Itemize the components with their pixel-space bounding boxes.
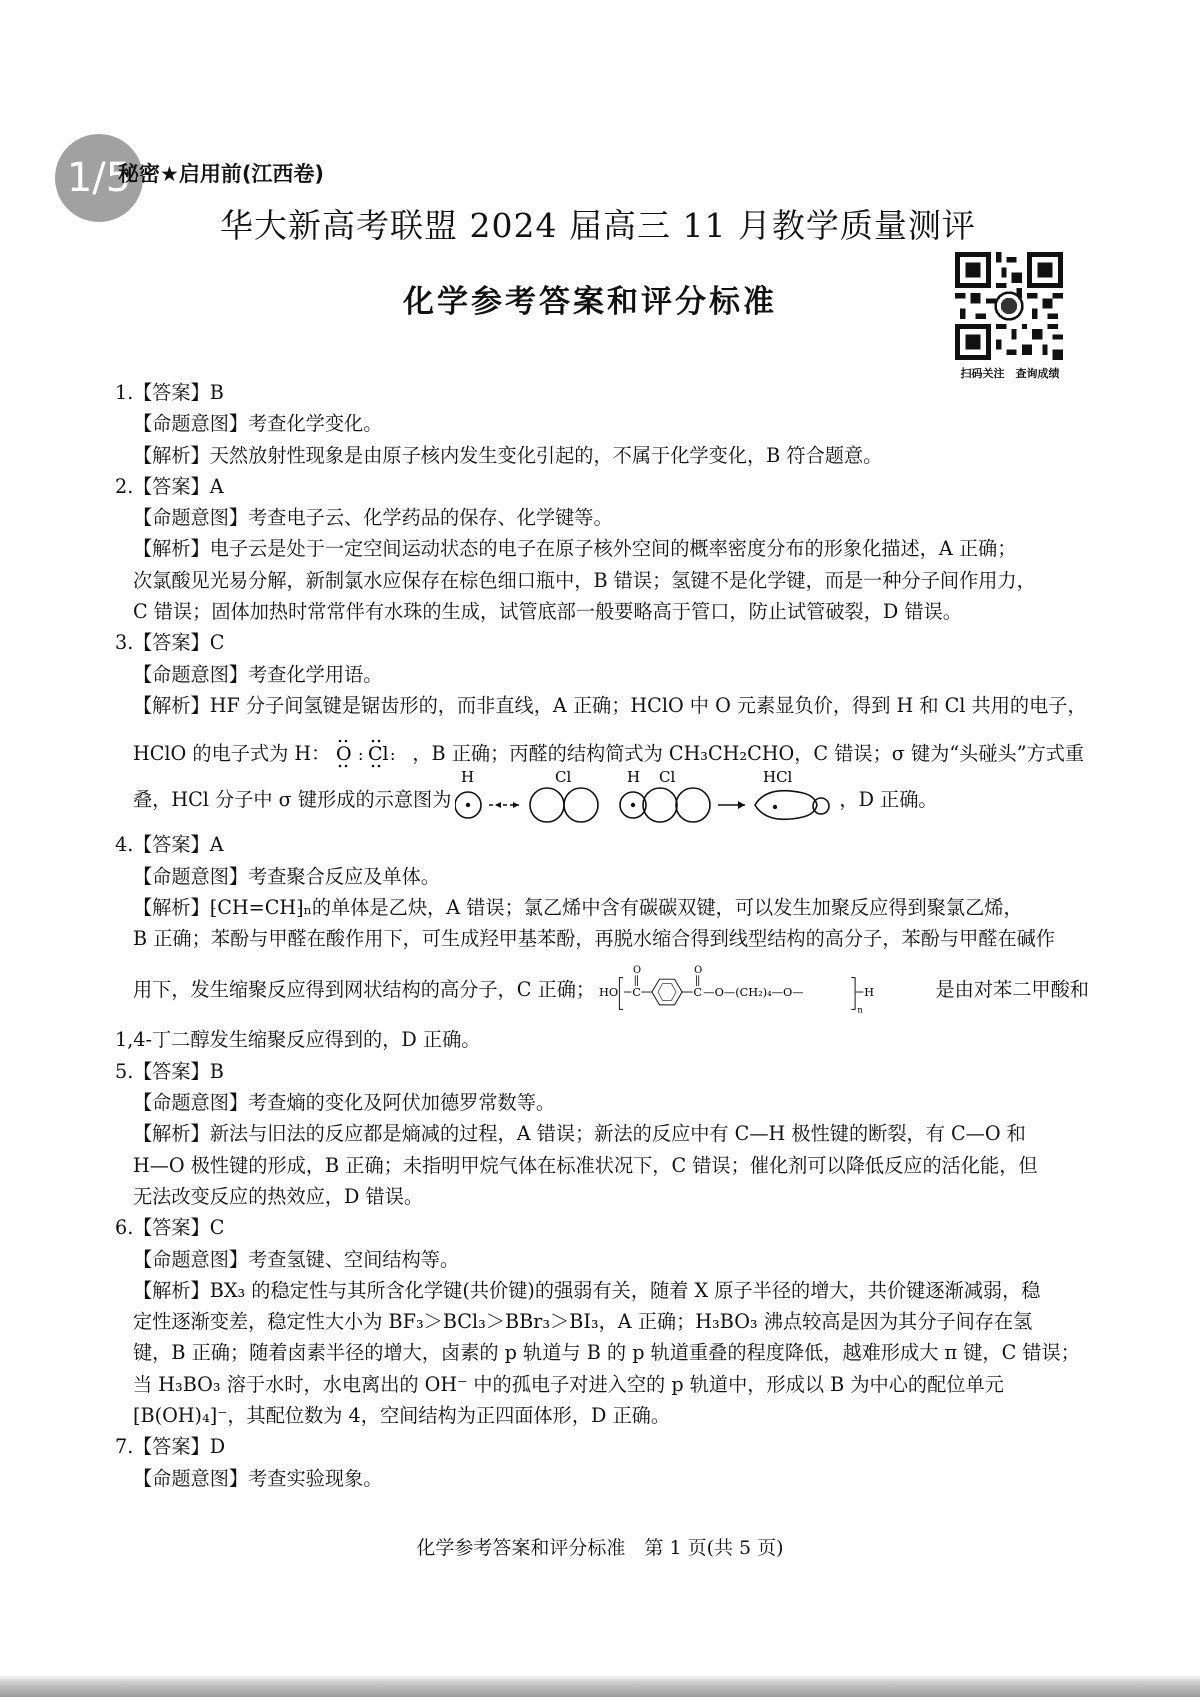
atom-cl: Cl xyxy=(368,743,389,766)
atom-o: O xyxy=(336,743,352,766)
label-cl: Cl xyxy=(659,769,676,787)
q4-intent: 【命题意图】考查聚合反应及单体。 xyxy=(133,864,440,888)
q4-analysis: 用下，发生缩聚反应得到网状结构的高分子，C 正确； HO C O C O —O—(CH₂)₄—O— n H 是由对苯二甲酸和 xyxy=(115,954,1089,1024)
confidential-label: 秘密★启用前(江西卷) xyxy=(118,162,325,186)
hclo-electron-formula xyxy=(334,735,408,769)
q5-analysis: 无法改变反应的热效应，D 错误。 xyxy=(133,1184,424,1208)
q2-intent: 【命题意图】考查电子云、化学药品的保存、化学键等。 xyxy=(133,506,613,530)
q7-intent: 【命题意图】考查实验现象。 xyxy=(133,1466,383,1490)
q5-answer: 5. 【答案】B xyxy=(115,1059,224,1083)
page-subtitle: 化学参考答案和评分标准 xyxy=(403,284,777,320)
answer-body xyxy=(115,377,1089,1494)
q6-analysis: 【解析】BX₃ 的稳定性与其所含化学键(共价键)的强弱有关，随着 X 原子半径的增大，共价键逐渐减弱，稳 xyxy=(133,1278,1041,1302)
q4-analysis: 1,4-丁二醇发生缩聚反应得到的，D 正确。 xyxy=(115,1028,481,1052)
q6-analysis: 当 H₃BO₃ 溶于水时，水电离出的 OH⁻ 中的孤电子对进入空的 p 轨道中，形成以 B 为中心的配位单元 xyxy=(133,1372,1004,1396)
q6-analysis: [B(OH)₄]⁻，其配位数为 4，空间结构为正四面体形，D 正确。 xyxy=(133,1404,671,1428)
formula-c: C xyxy=(632,985,642,1000)
q4-analysis: B 正确；苯酚与甲醛在酸作用下，可生成羟甲基苯酚，再脱水缩合得到线型结构的高分子，苯酚与甲醛在碱作 xyxy=(133,927,1056,951)
q3-intent: 【命题意图】考查化学用语。 xyxy=(133,662,383,686)
q4-answer: 4. 【答案】A xyxy=(115,833,224,857)
formula-n: n xyxy=(857,1004,863,1015)
label-hcl: HCl xyxy=(763,769,793,787)
label-cl: Cl xyxy=(555,769,572,787)
q7-answer: 7. 【答案】D xyxy=(115,1435,226,1459)
q2-analysis: 【解析】电子云是处于一定空间运动状态的电子在原子核外空间的概率密度分布的形象化描述，A 正确； xyxy=(133,537,1017,561)
label-h: H xyxy=(627,769,641,787)
q6-analysis: 定性逐渐变差，稳定性大小为 BF₃＞BCl₃＞BBr₃＞BI₃，A 正确；H₃BO₃ 沸点较高是因为其分子间存在氢 xyxy=(133,1310,1033,1334)
q1-analysis: 【解析】天然放射性现象是由原子核内发生变化引起的，不属于化学变化，B 符合题意。 xyxy=(133,443,883,467)
qr-code-icon[interactable] xyxy=(955,252,1063,360)
svg-text::: : xyxy=(390,745,396,765)
q6-intent: 【命题意图】考查氢键、空间结构等。 xyxy=(133,1247,460,1271)
svg-text::: : xyxy=(358,745,364,765)
q2-answer: 2. 【答案】A xyxy=(115,474,224,498)
q6-answer: 6. 【答案】C xyxy=(115,1216,225,1240)
q3-analysis: 叠，HCl 分子中 σ 键形成的示意图为 H Cl H Cl HCl ，D 正确。 xyxy=(115,769,1089,829)
q3-answer: 3. 【答案】C xyxy=(115,631,225,655)
page-indicator[interactable]: 1/5 xyxy=(55,134,143,222)
formula-o: O xyxy=(633,965,642,977)
q2-analysis: 次氯酸见光易分解，新制氯水应保存在棕色细口瓶中，B 错误；氢键不是化学键，而是一种分子间作用力， xyxy=(133,568,1036,592)
q4-analysis: 【解析】⁅CH=CH⁆ₙ的单体是乙炔，A 错误；氯乙烯中含有碳碳双键，可以发生加聚反应得到聚氯乙烯， xyxy=(133,895,1023,919)
polyester-structure xyxy=(599,956,931,1022)
q6-analysis: 键，B 正确；随着卤素半径的增大，卤素的 p 轨道与 B 的 p 轨道重叠的程度降低，越难形成大 π 键，C 错误； xyxy=(133,1341,1080,1365)
formula-ho: HO xyxy=(599,985,619,1000)
q1-intent: 【命题意图】考查化学变化。 xyxy=(133,412,383,436)
formula-c: C xyxy=(693,985,703,1000)
q5-intent: 【命题意图】考查熵的变化及阿伏加德罗常数等。 xyxy=(133,1091,556,1115)
q3-analysis: 【解析】HF 分子间氢键是锯齿形的，而非直线，A 正确；HClO 中 O 元素显负价，得到 H 和 Cl 共用的电子， xyxy=(133,693,1087,717)
q5-analysis: 【解析】新法与旧法的反应都是熵减的过程，A 错误；新法的反应中有 C—H 极性键的断裂，有 C—O 和 xyxy=(133,1122,1026,1146)
label-h: H xyxy=(461,769,475,787)
qr-caption: 扫码关注 查询成绩 xyxy=(960,367,1060,380)
q2-analysis: C 错误；固体加热时常常伴有水珠的生成，试管底部一般要略高于管口，防止试管破裂，D 错误。 xyxy=(133,600,962,624)
formula-o: O xyxy=(694,965,703,977)
q5-analysis: H—O 极性键的形成，B 正确；未指明甲烷气体在标准状况下，C 错误；催化剂可以降低反应的活化能，但 xyxy=(133,1153,1038,1177)
bottom-scroll-edge xyxy=(0,1675,1200,1697)
sigma-bond-diagram xyxy=(455,769,835,829)
q1-answer: 1. 【答案】B xyxy=(115,381,224,404)
page-footer: 化学参考答案和评分标准 第 1 页(共 5 页) xyxy=(416,1537,784,1559)
page-title: 华大新高考联盟 2024 届高三 11 月教学质量测评 xyxy=(220,206,976,245)
q3-analysis: HClO 的电子式为 H： O : Cl : ，B 正确；丙醛的结构简式为 CH₃CH₂CHO，C 错误；σ 键为“头碰头”方式重 xyxy=(115,721,1089,769)
formula-h: H xyxy=(864,985,875,1000)
formula-chain: —O—(CH₂)₄—O— xyxy=(703,985,804,1000)
